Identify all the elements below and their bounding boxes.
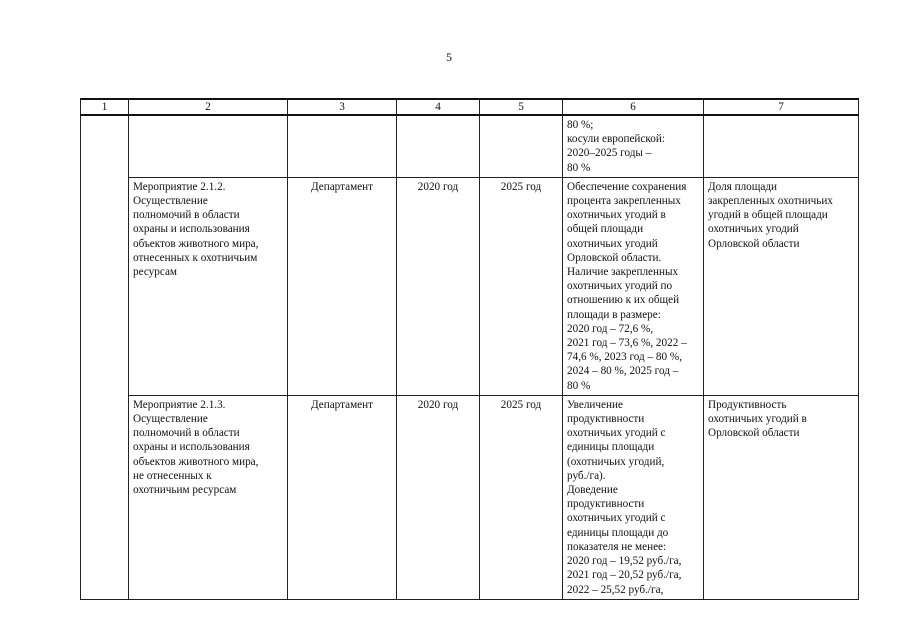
expected-result-cell xyxy=(563,395,704,599)
text-line: площади в размере: xyxy=(567,308,661,321)
text-line: охотничьих угодий по xyxy=(567,280,673,293)
text-line: Орловской области. xyxy=(567,251,662,264)
executor-cell: Департамент xyxy=(288,395,397,599)
cont-col3-cell xyxy=(288,115,397,177)
start-year-cell: 2020 год xyxy=(397,177,480,395)
text-line: отнесенных к охотничьим xyxy=(133,251,258,264)
text-line: продуктивности xyxy=(567,413,645,426)
text-line: 80 %; xyxy=(567,119,594,131)
header-col-4: 4 xyxy=(397,99,480,115)
start-year-cell: 2020 год xyxy=(397,395,480,599)
text-line: 2021 год – 20,52 руб./га, xyxy=(567,569,682,582)
header-col-6: 6 xyxy=(563,99,704,115)
text-line: охотничьих угодий xyxy=(567,237,658,250)
expected-result-cell xyxy=(563,177,704,395)
text-line: охотничьих угодий xyxy=(708,223,799,236)
text-line: единицы площади до xyxy=(567,526,669,539)
text-line: полномочий в области xyxy=(133,209,240,222)
indicator-cell xyxy=(704,395,859,599)
header-row xyxy=(81,99,859,115)
text-line: (охотничьих угодий, xyxy=(567,455,665,468)
text-line: охотничьих угодий с xyxy=(567,427,666,440)
cont-col7-cell xyxy=(704,115,859,177)
indicator-cell xyxy=(704,177,859,395)
text-line: процента закрепленных xyxy=(567,195,681,208)
text-line: Орловской области xyxy=(708,427,800,440)
text-line: охотничьих угодий с xyxy=(567,512,666,525)
table-row-measure-2-1-2 xyxy=(81,177,859,395)
text-line: Продуктивность xyxy=(708,398,787,411)
text-line: Доля площади xyxy=(708,180,778,193)
text-line: продуктивности xyxy=(567,498,645,511)
text-line: 2020–2025 годы – xyxy=(567,147,652,160)
text-line: косули европейской: xyxy=(567,133,665,146)
continuation-row xyxy=(81,115,859,177)
text-line: 2020 год – 72,6 %, xyxy=(567,322,654,335)
header-col-1: 1 xyxy=(81,99,129,115)
cont-col2-cell xyxy=(129,115,288,177)
text-line: Мероприятие 2.1.3. xyxy=(133,398,226,411)
text-line: Осуществление xyxy=(133,195,208,208)
text-line: Осуществление xyxy=(133,413,208,426)
text-line: показателя не менее: xyxy=(567,540,667,553)
measure-name-cell xyxy=(129,177,288,395)
cont-col6-cell xyxy=(563,115,704,177)
measure-name-cell xyxy=(129,395,288,599)
row-number-cell xyxy=(81,115,129,599)
text-line: закрепленных охотничьих xyxy=(708,195,833,208)
text-line: руб./га). xyxy=(567,469,606,482)
text-line: Мероприятие 2.1.2. xyxy=(133,180,226,193)
text-line: объектов животного мира, xyxy=(133,237,259,250)
text-line: охотничьим ресурсам xyxy=(133,484,237,497)
text-line: объектов животного мира, xyxy=(133,455,259,468)
text-line: охотничьих угодий в xyxy=(708,413,807,426)
text-line: не отнесенных к xyxy=(133,469,212,482)
text-line: ресурсам xyxy=(133,266,177,279)
text-line: единицы площади xyxy=(567,441,655,454)
cont-col5-cell xyxy=(480,115,563,177)
text-line: 2024 – 80 %, 2025 год – xyxy=(567,365,679,378)
text-line: охотничьих угодий в xyxy=(567,209,666,222)
end-year-cell: 2025 год xyxy=(480,395,563,599)
text-line: Доведение xyxy=(567,484,618,497)
table-row-measure-2-1-3 xyxy=(81,395,859,599)
header-col-2: 2 xyxy=(129,99,288,115)
end-year-cell: 2025 год xyxy=(480,177,563,395)
text-line: полномочий в области xyxy=(133,427,240,440)
text-line: угодий в общей площади xyxy=(708,209,828,222)
text-line: Орловской области xyxy=(708,237,800,250)
text-line: Увеличение xyxy=(567,398,623,411)
text-line: общей площади xyxy=(567,223,644,236)
text-line: Наличие закрепленных xyxy=(567,266,679,279)
measures-table xyxy=(80,98,859,600)
header-col-5: 5 xyxy=(480,99,563,115)
text-line: Обеспечение сохранения xyxy=(567,180,687,193)
text-line: 2020 год – 19,52 руб./га, xyxy=(567,555,682,568)
text-line: охраны и использования xyxy=(133,223,250,236)
text-line: отношению к их общей xyxy=(567,294,680,307)
page-number: 5 xyxy=(446,50,452,64)
text-line: 2022 – 25,52 руб./га, xyxy=(567,583,664,596)
text-line: 2021 год – 73,6 %, 2022 – xyxy=(567,337,687,350)
text-line: охраны и использования xyxy=(133,441,250,454)
executor-cell: Департамент xyxy=(288,177,397,395)
text-line: 80 % xyxy=(567,161,591,174)
text-line: 80 % xyxy=(567,379,591,392)
text-line: 74,6 %, 2023 год – 80 %, xyxy=(567,351,683,364)
header-col-7: 7 xyxy=(704,99,859,115)
cont-col4-cell xyxy=(397,115,480,177)
header-col-3: 3 xyxy=(288,99,397,115)
